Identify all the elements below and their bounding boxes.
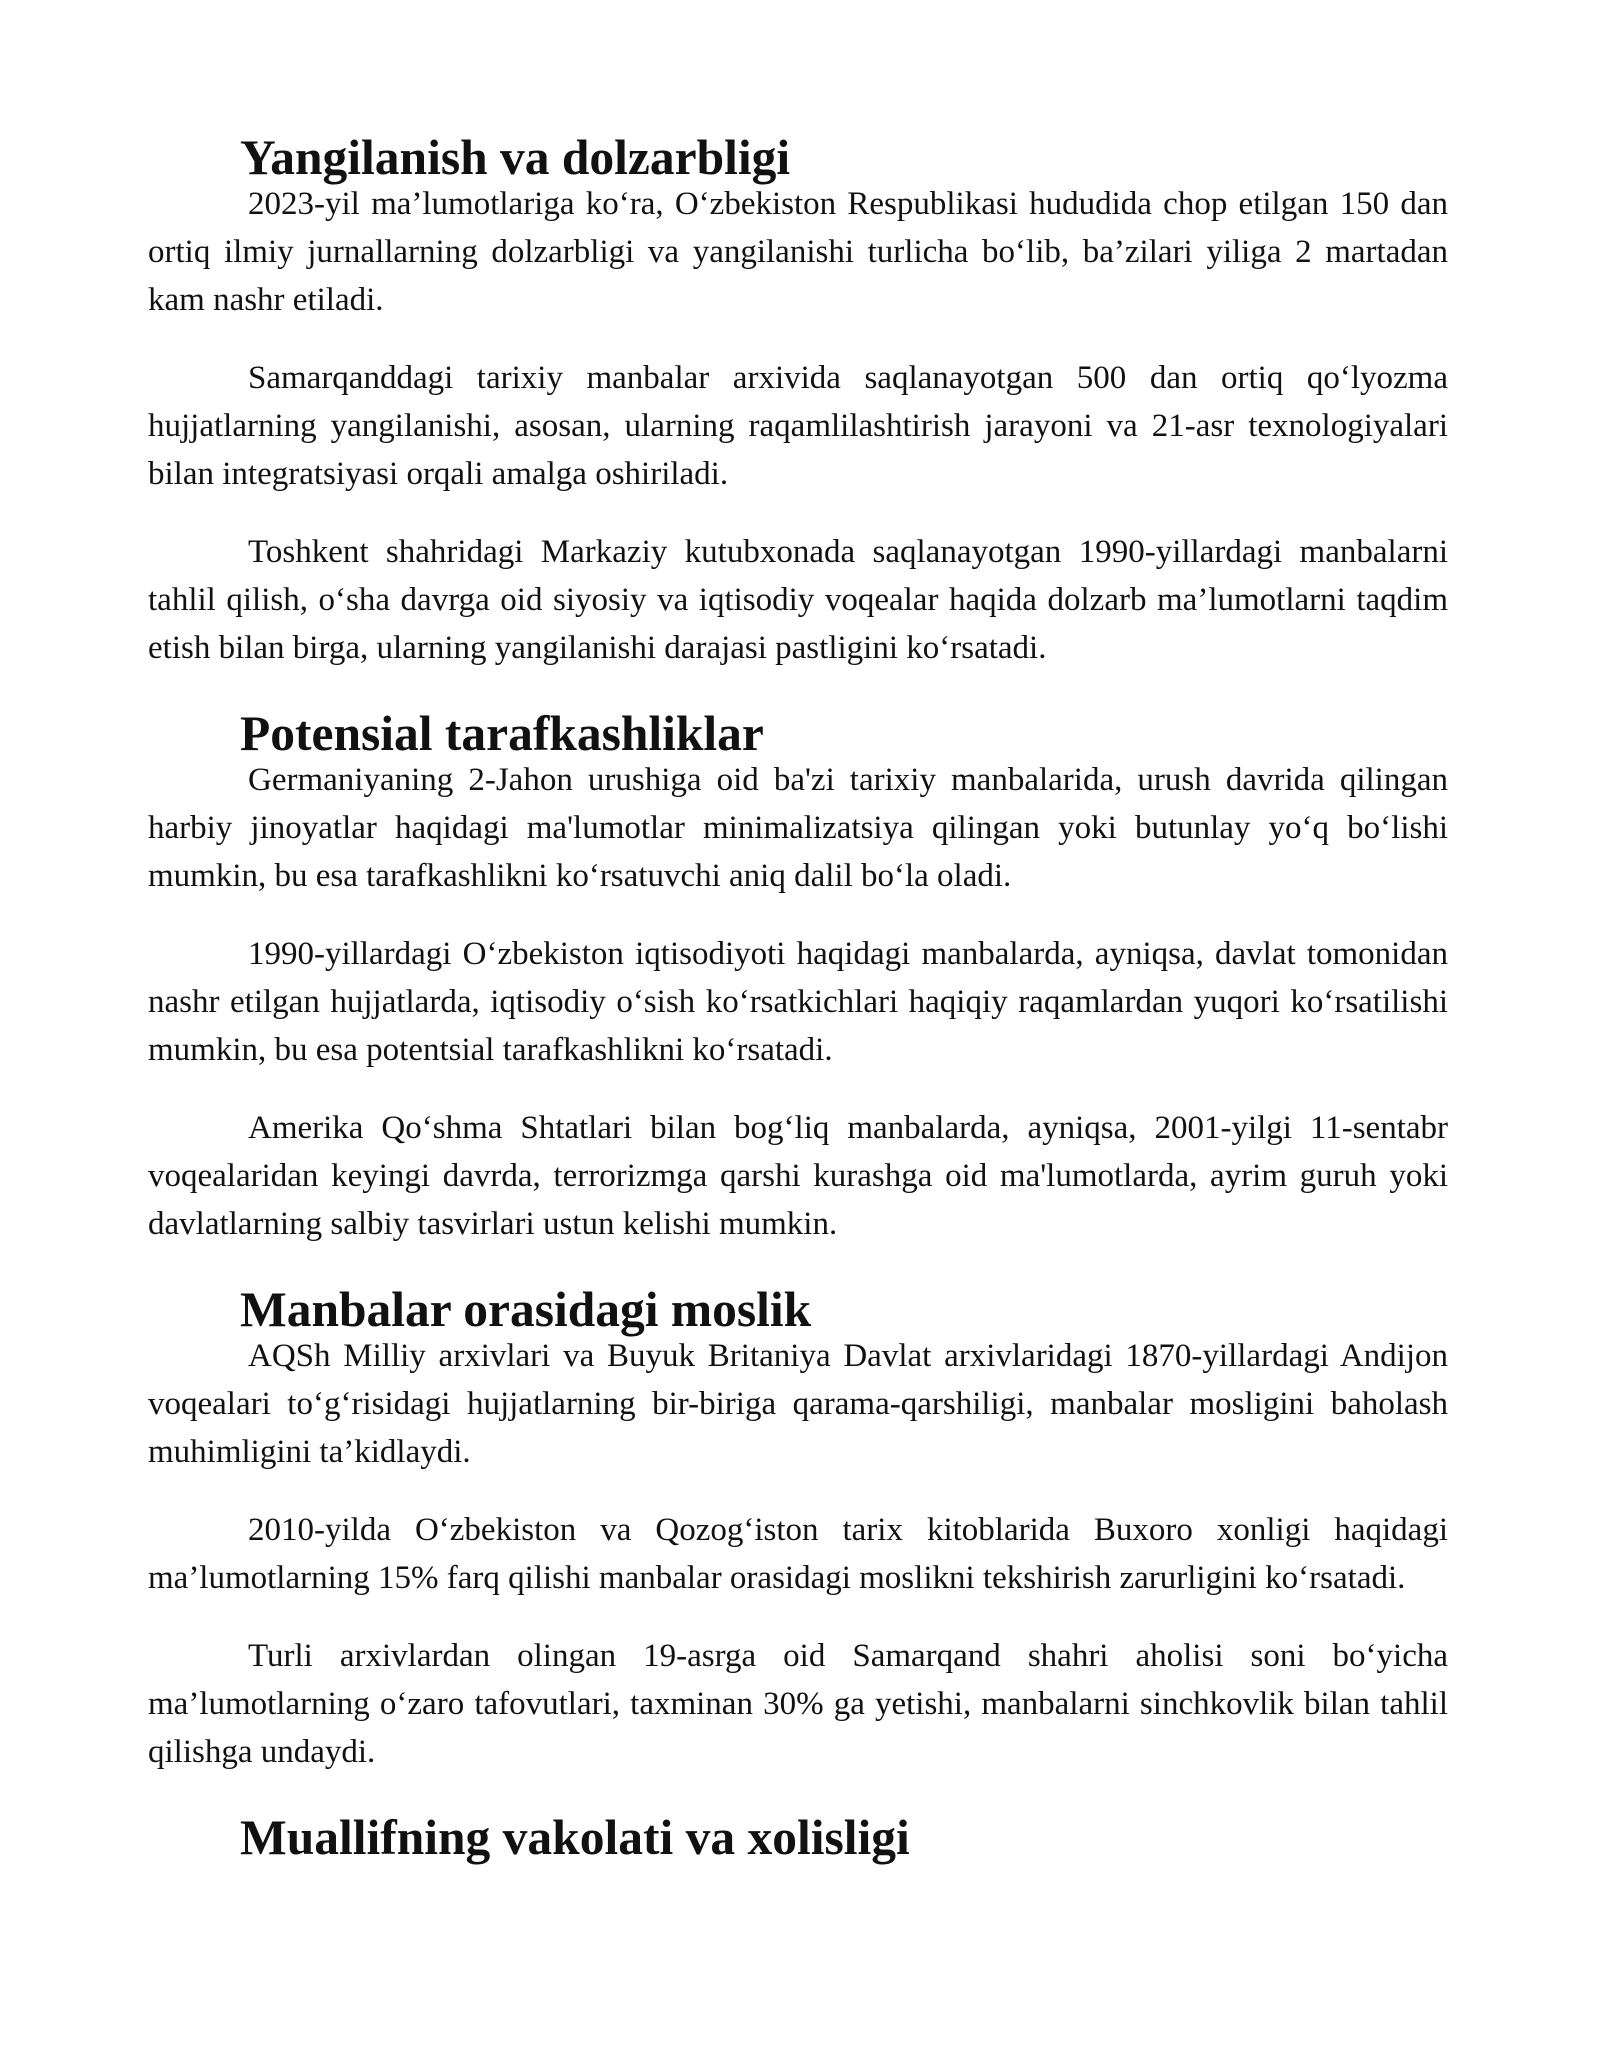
section-yangilanish <box>148 130 1448 672</box>
section-heading-final: Muallifning vakolati va xolisligi <box>240 1810 910 1865</box>
section-heading: Yangilanish va dolzarbligi <box>240 130 791 185</box>
paragraph: Samarqanddagi tarixiy manbalar arxivida saqlanayotgan 500 dan ortiq qo‘lyozma hujjatlarning yangilanishi, asosan, ularning raqamlilashtirish jarayoni va 21-asr texnologiyalari bilan integratsiyasi orqali amalga oshiriladi. <box>148 360 1448 492</box>
section-heading: Manbalar orasidagi moslik <box>240 1282 812 1337</box>
paragraph: Toshkent shahridagi Markaziy kutubxonada saqlanayotgan 1990-yillardagi manbalarni tahlil qilish, o‘sha davrga oid siyosiy va iqtisodiy voqealar haqida dolzarb ma’lumotlarni taqdim etish bilan birga, ularning yangilanishi darajasi pastligini ko‘rsatadi. <box>148 534 1448 666</box>
paragraph: AQSh Milliy arxivlari va Buyuk Britaniya Davlat arxivlaridagi 1870-yillardagi Andijon voqealari to‘g‘risidagi hujjatlarning bir-biriga qarama-qarshiligi, manbalar mosligini baholash muhimligini ta’kidlaydi. <box>148 1338 1448 1470</box>
document-page <box>148 130 1448 1865</box>
paragraph: Turli arxivlardan olingan 19-asrga oid Samarqand shahri aholisi soni bo‘yicha ma’lumotlarning o‘zaro tafovutlari, taxminan 30% ga yetishi, manbalarni sinchkovlik bilan tahlil qilishga undaydi. <box>148 1638 1448 1770</box>
paragraph: 1990-yillardagi O‘zbekiston iqtisodiyoti haqidagi manbalarda, ayniqsa, davlat tomonidan nashr etilgan hujjatlarda, iqtisodiy o‘sish ko‘rsatkichlari haqiqiy raqamlardan yuqori ko‘rsatilishi mumkin, bu esa potentsial tarafkashlikni ko‘rsatadi. <box>148 936 1448 1068</box>
section-heading: Potensial tarafkashliklar <box>240 706 764 761</box>
paragraph: Germaniyaning 2-Jahon urushiga oid ba'zi tarixiy manbalarida, urush davrida qilingan harbiy jinoyatlar haqidagi ma'lumotlar minimalizatsiya qilingan yoki butunlay yo‘q bo‘lishi mumkin, bu esa tarafkashlikni ko‘rsatuvchi aniq dalil bo‘la oladi. <box>148 762 1448 894</box>
paragraph: 2010-yilda O‘zbekiston va Qozog‘iston tarix kitoblarida Buxoro xonligi haqidagi ma’lumotlarning 15% farq qilishi manbalar orasidagi moslikni tekshirish zarurligini ko‘rsatadi. <box>148 1512 1448 1596</box>
paragraph: 2023-yil ma’lumotlariga ko‘ra, O‘zbekiston Respublikasi hududida chop etilgan 150 dan ortiq ilmiy jurnallarning dolzarbligi va yangilanishi turlicha bo‘lib, ba’zilari yiliga 2 martadan kam nashr etiladi. <box>148 186 1448 318</box>
section-moslik <box>148 1282 1448 1776</box>
section-tarafkashliklar <box>148 706 1448 1248</box>
paragraph: Amerika Qo‘shma Shtatlari bilan bog‘liq manbalarda, ayniqsa, 2001-yilgi 11-sentabr voqealaridan keyingi davrda, terrorizmga qarshi kurashga oid ma'lumotlarda, ayrim guruh yoki davlatlarning salbiy tasvirlari ustun kelishi mumkin. <box>148 1110 1448 1242</box>
